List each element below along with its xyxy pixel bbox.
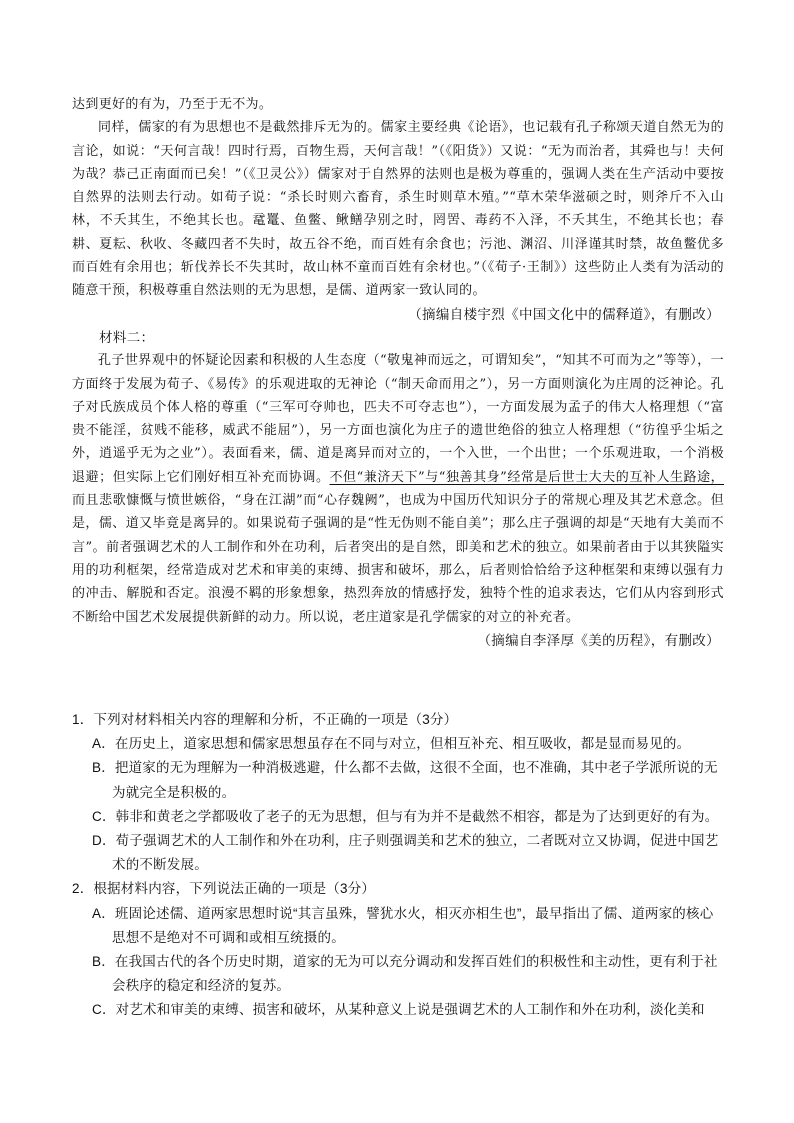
- material-two-source: （摘编自李泽厚《美的历程》，有删改）: [477, 632, 720, 648]
- material-one-paragraph: 同样，儒家的有为思想也不是截然排斥无为的。儒家主要经典《论语》，也记载有孔子称颂天道自然无为的言论，如说：“天何言哉！四时行焉，百物生焉，天何言哉！”（《阳货》）又说：“无为而治者，其舜也与！夫何为哉？恭己正南面而已矣！”（《卫灵公》）儒家对于自然界的法则也是极为尊重的，强调人类在生产活动中要按自然界的法则去行动。如荀子说：“杀长时则六畜育，杀生时则草木殖。”“草木荣华滋硕之时，则斧斤不入山林，不夭其生，不绝其长也。鼋鼍、鱼鳖、鳅鳝孕别之时，罔罟、毒药不入泽，不夭其生，不绝其长也；春耕、夏耘、秋收、冬藏四者不失时，故五谷不绝，而百姓有余食也；污池、渊沼、川泽谨其时禁，故鱼鳖优多而百姓有余用也；斩伐养长不失其时，故山林不童而百姓有余材也。”（《荀子·王制》）这些防止人类有为活动的随意干预，积极尊重自然法则的无为思想，是儒、道两家一致认同的。: [72, 120, 724, 299]
- question-2-option-a: A．班固论述儒、道两家思想时说“其言虽殊，譬犹水火，相灭亦相生也”，最早指出了儒、道两家的核心思想不是绝对不可调和或相互统摄的。: [92, 905, 714, 945]
- question-1-option-c: C．韩非和黄老之学都吸收了老子的无为思想，但与有为并不是截然不相容，都是为了达到更好的有为。: [92, 808, 719, 824]
- material-two-label: 材料二：: [99, 329, 155, 345]
- underlined-sentence: 不但“兼济天下”与“独善其身”经常是后世士大夫的互补人生路途，: [329, 469, 724, 485]
- question-stem: 1．下列对材料相关内容的理解和分析，不正确的一项是（3分）: [72, 712, 458, 727]
- questions-section: [72, 708, 724, 1023]
- reading-material: [72, 93, 724, 652]
- material-two-text-part1: 孔子世界观中的怀疑论因素和积极的人生态度（“敬鬼神而远之，可谓知矣”，“知其不可而为之”等等），一方面终于发展为荀子、《易传》的乐观进取的无神论（“制天命而用之”），另一方面则演化为庄周的泛神论。孔子对氏族成员个体人格的尊重（“三军可夺帅也，匹夫不可夺志也”），一方面发展为孟子的伟大人格理想（“富贵不能淫，贫贱不能移，威武不能屈”），另一方面也演化为庄子的遗世绝俗的独立人格理想（“彷徨乎尘垢之外，逍遥乎无为之业”）。表面看来，儒、道是离异而对立的，一个入世，一个出世；一个乐观进取，一个消极退避；但实际上它们刚好相互补充而协调。: [72, 353, 724, 485]
- question-1: [72, 708, 724, 877]
- material-one-closing-line: 达到更好的有为，乃至于无不为。: [72, 97, 273, 112]
- question-1-option-a: A．在历史上，道家思想和儒家思想虽存在不同与对立，但相互补充、相互吸收，都是显而易见的。: [92, 736, 691, 752]
- question-2: [72, 877, 724, 1022]
- question-2-option-c: C．对艺术和审美的束缚、损害和破坏，从某种意义上说是强调艺术的人工制作和外在功利，淡化美和: [92, 1002, 705, 1018]
- material-two-text-part2: 而且悲歌慷慨与愤世嫉俗，“身在江湖”而“心存魏阙”，也成为中国历代知识分子的常规心理及其艺术意念。但是，儒、道又毕竟是离异的。如果说荀子强调的是“性无伪则不能自美”；那么庄子强调的却是“天地有大美而不言”。前者强调艺术的人工制作和外在功利，后者突出的是自然，即美和艺术的独立。如果前者由于以其狭隘实用的功利框架，经常造成对艺术和审美的束缚、损害和破坏，那么，后者则恰恰给予这种框架和束缚以强有力的冲击、解脱和否定。浪漫不羁的形象想象，热烈奔放的情感抒发，独特个性的追求表达，它们从内容到形式不断给中国艺术发展提供新鲜的动力。所以说，老庄道家是孔学儒家的对立的补充者。: [72, 493, 724, 625]
- question-1-option-b: B．把道家的无为理解为一种消极逃避，什么都不去做，这很不全面，也不准确，其中老子学派所说的无为就完全是积极的。: [92, 760, 718, 800]
- question-stem: 2．根据材料内容，下列说法正确的一项是（3分）: [72, 881, 376, 897]
- question-2-option-b: B．在我国古代的各个历史时期，道家的无为可以充分调动和发挥百姓们的积极性和主动性，更有利于社会秩序的稳定和经济的复苏。: [92, 954, 718, 994]
- material-one-source: （摘编自楼宇烈《中国文化中的儒释道》，有删改）: [408, 306, 720, 322]
- question-1-option-d: D．荀子强调艺术的人工制作和外在功利，庄子则强调美和艺术的独立，二者既对立又协调，促进中国艺术的不断发展。: [92, 833, 719, 873]
- material-two-paragraph: [72, 349, 724, 629]
